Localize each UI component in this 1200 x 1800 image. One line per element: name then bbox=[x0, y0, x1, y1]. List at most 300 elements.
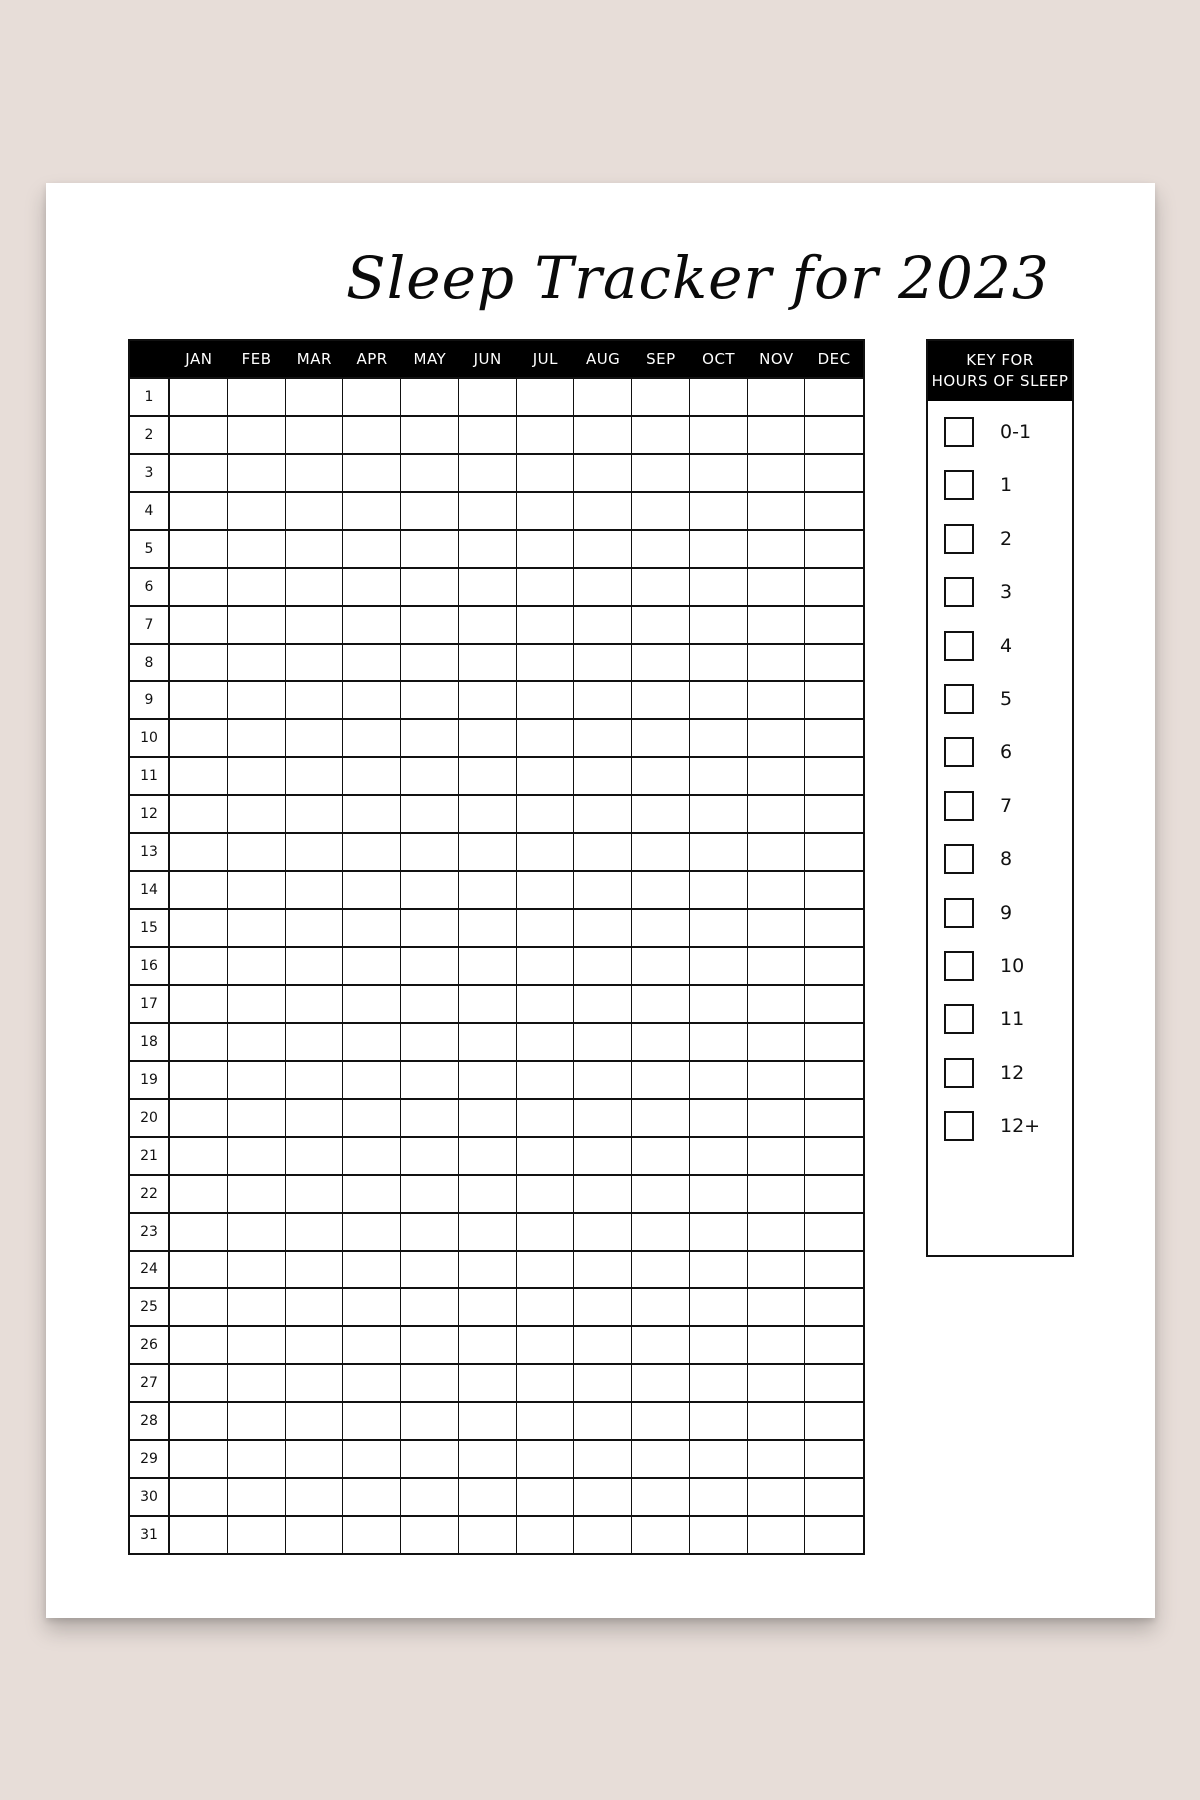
tracker-cell[interactable] bbox=[632, 1477, 690, 1515]
tracker-cell[interactable] bbox=[805, 1325, 863, 1363]
tracker-cell[interactable] bbox=[286, 1401, 344, 1439]
tracker-cell[interactable] bbox=[170, 832, 228, 870]
tracker-cell[interactable] bbox=[170, 415, 228, 453]
tracker-cell[interactable] bbox=[401, 1439, 459, 1477]
tracker-cell[interactable] bbox=[690, 1174, 748, 1212]
tracker-cell[interactable] bbox=[748, 794, 806, 832]
tracker-cell[interactable] bbox=[805, 491, 863, 529]
tracker-cell[interactable] bbox=[517, 1287, 575, 1325]
tracker-cell[interactable] bbox=[228, 1250, 286, 1288]
tracker-cell[interactable] bbox=[401, 1477, 459, 1515]
tracker-cell[interactable] bbox=[286, 491, 344, 529]
tracker-cell[interactable] bbox=[574, 984, 632, 1022]
tracker-cell[interactable] bbox=[805, 1477, 863, 1515]
tracker-cell[interactable] bbox=[805, 415, 863, 453]
tracker-cell[interactable] bbox=[401, 529, 459, 567]
tracker-cell[interactable] bbox=[690, 1022, 748, 1060]
tracker-cell[interactable] bbox=[343, 1098, 401, 1136]
tracker-cell[interactable] bbox=[170, 718, 228, 756]
tracker-cell[interactable] bbox=[632, 908, 690, 946]
tracker-cell[interactable] bbox=[805, 1363, 863, 1401]
tracker-cell[interactable] bbox=[343, 1363, 401, 1401]
tracker-cell[interactable] bbox=[401, 1060, 459, 1098]
tracker-cell[interactable] bbox=[343, 680, 401, 718]
tracker-cell[interactable] bbox=[574, 908, 632, 946]
tracker-cell[interactable] bbox=[517, 605, 575, 643]
key-color-swatch[interactable] bbox=[944, 631, 974, 661]
tracker-cell[interactable] bbox=[632, 718, 690, 756]
tracker-cell[interactable] bbox=[286, 1287, 344, 1325]
tracker-cell[interactable] bbox=[748, 1174, 806, 1212]
tracker-cell[interactable] bbox=[690, 605, 748, 643]
tracker-cell[interactable] bbox=[170, 377, 228, 415]
tracker-cell[interactable] bbox=[286, 1325, 344, 1363]
tracker-cell[interactable] bbox=[805, 946, 863, 984]
tracker-cell[interactable] bbox=[690, 756, 748, 794]
tracker-cell[interactable] bbox=[459, 1098, 517, 1136]
tracker-cell[interactable] bbox=[228, 832, 286, 870]
tracker-cell[interactable] bbox=[459, 605, 517, 643]
tracker-cell[interactable] bbox=[401, 1250, 459, 1288]
tracker-cell[interactable] bbox=[632, 1287, 690, 1325]
tracker-cell[interactable] bbox=[459, 1212, 517, 1250]
tracker-cell[interactable] bbox=[459, 567, 517, 605]
tracker-cell[interactable] bbox=[343, 1325, 401, 1363]
tracker-cell[interactable] bbox=[748, 832, 806, 870]
tracker-cell[interactable] bbox=[286, 870, 344, 908]
tracker-cell[interactable] bbox=[805, 643, 863, 681]
tracker-cell[interactable] bbox=[170, 1250, 228, 1288]
tracker-cell[interactable] bbox=[574, 529, 632, 567]
tracker-cell[interactable] bbox=[517, 832, 575, 870]
tracker-cell[interactable] bbox=[748, 1363, 806, 1401]
tracker-cell[interactable] bbox=[286, 1174, 344, 1212]
tracker-cell[interactable] bbox=[170, 946, 228, 984]
tracker-cell[interactable] bbox=[517, 718, 575, 756]
tracker-cell[interactable] bbox=[228, 605, 286, 643]
tracker-cell[interactable] bbox=[401, 680, 459, 718]
tracker-cell[interactable] bbox=[517, 1515, 575, 1553]
tracker-cell[interactable] bbox=[343, 794, 401, 832]
tracker-cell[interactable] bbox=[459, 377, 517, 415]
tracker-cell[interactable] bbox=[517, 1212, 575, 1250]
tracker-cell[interactable] bbox=[574, 605, 632, 643]
tracker-cell[interactable] bbox=[228, 1174, 286, 1212]
tracker-cell[interactable] bbox=[459, 1363, 517, 1401]
tracker-cell[interactable] bbox=[343, 605, 401, 643]
tracker-cell[interactable] bbox=[401, 1363, 459, 1401]
tracker-cell[interactable] bbox=[632, 643, 690, 681]
tracker-cell[interactable] bbox=[343, 1022, 401, 1060]
tracker-cell[interactable] bbox=[748, 1515, 806, 1553]
tracker-cell[interactable] bbox=[286, 415, 344, 453]
tracker-cell[interactable] bbox=[343, 529, 401, 567]
tracker-cell[interactable] bbox=[748, 1287, 806, 1325]
tracker-cell[interactable] bbox=[286, 794, 344, 832]
tracker-cell[interactable] bbox=[748, 1250, 806, 1288]
tracker-cell[interactable] bbox=[517, 1136, 575, 1174]
tracker-cell[interactable] bbox=[286, 756, 344, 794]
tracker-cell[interactable] bbox=[632, 794, 690, 832]
tracker-cell[interactable] bbox=[748, 1098, 806, 1136]
tracker-cell[interactable] bbox=[170, 680, 228, 718]
tracker-cell[interactable] bbox=[459, 1174, 517, 1212]
tracker-cell[interactable] bbox=[343, 1287, 401, 1325]
tracker-cell[interactable] bbox=[632, 1098, 690, 1136]
tracker-cell[interactable] bbox=[343, 1060, 401, 1098]
tracker-cell[interactable] bbox=[459, 870, 517, 908]
tracker-cell[interactable] bbox=[574, 1136, 632, 1174]
tracker-cell[interactable] bbox=[690, 1136, 748, 1174]
tracker-cell[interactable] bbox=[170, 1174, 228, 1212]
tracker-cell[interactable] bbox=[170, 1477, 228, 1515]
tracker-cell[interactable] bbox=[286, 1363, 344, 1401]
tracker-cell[interactable] bbox=[632, 1250, 690, 1288]
tracker-cell[interactable] bbox=[574, 1174, 632, 1212]
tracker-cell[interactable] bbox=[228, 908, 286, 946]
tracker-cell[interactable] bbox=[401, 453, 459, 491]
tracker-cell[interactable] bbox=[517, 984, 575, 1022]
tracker-cell[interactable] bbox=[574, 377, 632, 415]
tracker-cell[interactable] bbox=[805, 832, 863, 870]
tracker-cell[interactable] bbox=[459, 984, 517, 1022]
tracker-cell[interactable] bbox=[286, 377, 344, 415]
tracker-cell[interactable] bbox=[690, 1212, 748, 1250]
tracker-cell[interactable] bbox=[748, 718, 806, 756]
tracker-cell[interactable] bbox=[517, 529, 575, 567]
tracker-cell[interactable] bbox=[343, 756, 401, 794]
tracker-cell[interactable] bbox=[517, 1098, 575, 1136]
tracker-cell[interactable] bbox=[517, 415, 575, 453]
tracker-cell[interactable] bbox=[805, 1174, 863, 1212]
tracker-cell[interactable] bbox=[459, 908, 517, 946]
key-color-swatch[interactable] bbox=[944, 737, 974, 767]
tracker-cell[interactable] bbox=[343, 870, 401, 908]
tracker-cell[interactable] bbox=[401, 567, 459, 605]
tracker-cell[interactable] bbox=[401, 1515, 459, 1553]
tracker-cell[interactable] bbox=[517, 908, 575, 946]
tracker-cell[interactable] bbox=[805, 605, 863, 643]
tracker-cell[interactable] bbox=[401, 794, 459, 832]
tracker-cell[interactable] bbox=[170, 1439, 228, 1477]
tracker-cell[interactable] bbox=[632, 1212, 690, 1250]
tracker-cell[interactable] bbox=[690, 1098, 748, 1136]
tracker-cell[interactable] bbox=[690, 1363, 748, 1401]
tracker-cell[interactable] bbox=[228, 1098, 286, 1136]
tracker-cell[interactable] bbox=[401, 1098, 459, 1136]
tracker-cell[interactable] bbox=[343, 946, 401, 984]
tracker-cell[interactable] bbox=[228, 377, 286, 415]
tracker-cell[interactable] bbox=[748, 946, 806, 984]
key-color-swatch[interactable] bbox=[944, 951, 974, 981]
tracker-cell[interactable] bbox=[632, 680, 690, 718]
tracker-cell[interactable] bbox=[805, 567, 863, 605]
tracker-cell[interactable] bbox=[170, 908, 228, 946]
tracker-cell[interactable] bbox=[632, 832, 690, 870]
tracker-cell[interactable] bbox=[170, 1060, 228, 1098]
tracker-cell[interactable] bbox=[690, 946, 748, 984]
tracker-cell[interactable] bbox=[286, 680, 344, 718]
tracker-cell[interactable] bbox=[805, 1401, 863, 1439]
tracker-cell[interactable] bbox=[748, 1136, 806, 1174]
tracker-cell[interactable] bbox=[690, 377, 748, 415]
tracker-cell[interactable] bbox=[574, 718, 632, 756]
tracker-cell[interactable] bbox=[170, 1325, 228, 1363]
tracker-cell[interactable] bbox=[228, 453, 286, 491]
tracker-cell[interactable] bbox=[632, 1136, 690, 1174]
tracker-cell[interactable] bbox=[286, 718, 344, 756]
tracker-cell[interactable] bbox=[170, 794, 228, 832]
tracker-cell[interactable] bbox=[401, 908, 459, 946]
tracker-cell[interactable] bbox=[805, 1060, 863, 1098]
tracker-cell[interactable] bbox=[805, 1250, 863, 1288]
tracker-cell[interactable] bbox=[748, 680, 806, 718]
tracker-cell[interactable] bbox=[574, 1098, 632, 1136]
tracker-cell[interactable] bbox=[748, 1439, 806, 1477]
tracker-cell[interactable] bbox=[690, 529, 748, 567]
tracker-cell[interactable] bbox=[401, 1401, 459, 1439]
tracker-cell[interactable] bbox=[690, 1515, 748, 1553]
tracker-cell[interactable] bbox=[228, 1363, 286, 1401]
tracker-cell[interactable] bbox=[632, 1174, 690, 1212]
tracker-cell[interactable] bbox=[228, 1287, 286, 1325]
tracker-cell[interactable] bbox=[228, 1325, 286, 1363]
tracker-cell[interactable] bbox=[748, 491, 806, 529]
key-color-swatch[interactable] bbox=[944, 898, 974, 928]
tracker-cell[interactable] bbox=[228, 1022, 286, 1060]
tracker-cell[interactable] bbox=[286, 1439, 344, 1477]
tracker-cell[interactable] bbox=[690, 984, 748, 1022]
tracker-cell[interactable] bbox=[748, 908, 806, 946]
tracker-cell[interactable] bbox=[748, 870, 806, 908]
tracker-cell[interactable] bbox=[343, 643, 401, 681]
tracker-cell[interactable] bbox=[748, 453, 806, 491]
tracker-cell[interactable] bbox=[286, 567, 344, 605]
key-color-swatch[interactable] bbox=[944, 1111, 974, 1141]
tracker-cell[interactable] bbox=[170, 870, 228, 908]
tracker-cell[interactable] bbox=[690, 832, 748, 870]
key-color-swatch[interactable] bbox=[944, 1058, 974, 1088]
tracker-cell[interactable] bbox=[401, 1325, 459, 1363]
tracker-cell[interactable] bbox=[574, 870, 632, 908]
tracker-cell[interactable] bbox=[343, 1401, 401, 1439]
tracker-cell[interactable] bbox=[228, 643, 286, 681]
tracker-cell[interactable] bbox=[343, 832, 401, 870]
tracker-cell[interactable] bbox=[805, 1515, 863, 1553]
tracker-cell[interactable] bbox=[343, 415, 401, 453]
tracker-cell[interactable] bbox=[286, 1250, 344, 1288]
tracker-cell[interactable] bbox=[805, 1136, 863, 1174]
tracker-cell[interactable] bbox=[228, 1060, 286, 1098]
tracker-cell[interactable] bbox=[228, 984, 286, 1022]
tracker-cell[interactable] bbox=[286, 908, 344, 946]
tracker-cell[interactable] bbox=[805, 1287, 863, 1325]
tracker-cell[interactable] bbox=[459, 415, 517, 453]
tracker-cell[interactable] bbox=[690, 794, 748, 832]
tracker-cell[interactable] bbox=[690, 1060, 748, 1098]
tracker-cell[interactable] bbox=[459, 756, 517, 794]
tracker-cell[interactable] bbox=[632, 1515, 690, 1553]
tracker-cell[interactable] bbox=[401, 832, 459, 870]
tracker-cell[interactable] bbox=[574, 1325, 632, 1363]
tracker-cell[interactable] bbox=[690, 453, 748, 491]
tracker-cell[interactable] bbox=[170, 1022, 228, 1060]
tracker-cell[interactable] bbox=[805, 1439, 863, 1477]
tracker-cell[interactable] bbox=[228, 415, 286, 453]
tracker-cell[interactable] bbox=[401, 643, 459, 681]
tracker-cell[interactable] bbox=[343, 377, 401, 415]
tracker-cell[interactable] bbox=[690, 1401, 748, 1439]
tracker-cell[interactable] bbox=[574, 1022, 632, 1060]
tracker-cell[interactable] bbox=[805, 1212, 863, 1250]
tracker-cell[interactable] bbox=[343, 984, 401, 1022]
tracker-cell[interactable] bbox=[574, 756, 632, 794]
tracker-cell[interactable] bbox=[517, 1439, 575, 1477]
tracker-cell[interactable] bbox=[286, 1060, 344, 1098]
tracker-cell[interactable] bbox=[286, 1515, 344, 1553]
tracker-cell[interactable] bbox=[459, 832, 517, 870]
tracker-cell[interactable] bbox=[748, 529, 806, 567]
tracker-cell[interactable] bbox=[401, 1212, 459, 1250]
tracker-cell[interactable] bbox=[805, 984, 863, 1022]
tracker-cell[interactable] bbox=[228, 1212, 286, 1250]
tracker-cell[interactable] bbox=[228, 1401, 286, 1439]
tracker-cell[interactable] bbox=[690, 908, 748, 946]
tracker-cell[interactable] bbox=[343, 567, 401, 605]
tracker-cell[interactable] bbox=[574, 567, 632, 605]
tracker-cell[interactable] bbox=[574, 832, 632, 870]
tracker-cell[interactable] bbox=[228, 946, 286, 984]
tracker-cell[interactable] bbox=[574, 1401, 632, 1439]
tracker-cell[interactable] bbox=[517, 453, 575, 491]
tracker-cell[interactable] bbox=[632, 377, 690, 415]
tracker-cell[interactable] bbox=[632, 415, 690, 453]
tracker-cell[interactable] bbox=[459, 1060, 517, 1098]
tracker-cell[interactable] bbox=[690, 491, 748, 529]
tracker-cell[interactable] bbox=[286, 832, 344, 870]
tracker-cell[interactable] bbox=[574, 794, 632, 832]
tracker-cell[interactable] bbox=[748, 415, 806, 453]
tracker-cell[interactable] bbox=[286, 984, 344, 1022]
tracker-cell[interactable] bbox=[517, 491, 575, 529]
tracker-cell[interactable] bbox=[805, 1022, 863, 1060]
tracker-cell[interactable] bbox=[690, 1439, 748, 1477]
tracker-cell[interactable] bbox=[632, 1363, 690, 1401]
tracker-cell[interactable] bbox=[170, 529, 228, 567]
tracker-cell[interactable] bbox=[690, 567, 748, 605]
tracker-cell[interactable] bbox=[401, 946, 459, 984]
tracker-cell[interactable] bbox=[574, 643, 632, 681]
tracker-cell[interactable] bbox=[805, 1098, 863, 1136]
key-color-swatch[interactable] bbox=[944, 1004, 974, 1034]
tracker-cell[interactable] bbox=[748, 567, 806, 605]
tracker-cell[interactable] bbox=[343, 908, 401, 946]
tracker-cell[interactable] bbox=[748, 1325, 806, 1363]
tracker-cell[interactable] bbox=[343, 491, 401, 529]
tracker-cell[interactable] bbox=[228, 756, 286, 794]
tracker-cell[interactable] bbox=[228, 567, 286, 605]
tracker-cell[interactable] bbox=[632, 529, 690, 567]
tracker-cell[interactable] bbox=[517, 756, 575, 794]
tracker-cell[interactable] bbox=[228, 1477, 286, 1515]
tracker-cell[interactable] bbox=[228, 718, 286, 756]
tracker-cell[interactable] bbox=[401, 605, 459, 643]
tracker-cell[interactable] bbox=[228, 1136, 286, 1174]
tracker-cell[interactable] bbox=[517, 1477, 575, 1515]
tracker-cell[interactable] bbox=[286, 453, 344, 491]
tracker-cell[interactable] bbox=[401, 870, 459, 908]
tracker-cell[interactable] bbox=[632, 756, 690, 794]
key-color-swatch[interactable] bbox=[944, 684, 974, 714]
tracker-cell[interactable] bbox=[401, 1174, 459, 1212]
tracker-cell[interactable] bbox=[343, 1515, 401, 1553]
tracker-cell[interactable] bbox=[459, 529, 517, 567]
tracker-cell[interactable] bbox=[517, 1174, 575, 1212]
tracker-cell[interactable] bbox=[574, 680, 632, 718]
tracker-cell[interactable] bbox=[748, 984, 806, 1022]
tracker-cell[interactable] bbox=[574, 1477, 632, 1515]
tracker-cell[interactable] bbox=[401, 377, 459, 415]
tracker-cell[interactable] bbox=[459, 1401, 517, 1439]
tracker-cell[interactable] bbox=[748, 1022, 806, 1060]
tracker-cell[interactable] bbox=[632, 491, 690, 529]
tracker-cell[interactable] bbox=[170, 1136, 228, 1174]
tracker-cell[interactable] bbox=[748, 1212, 806, 1250]
key-color-swatch[interactable] bbox=[944, 417, 974, 447]
tracker-cell[interactable] bbox=[574, 1212, 632, 1250]
tracker-cell[interactable] bbox=[343, 1212, 401, 1250]
tracker-cell[interactable] bbox=[343, 1477, 401, 1515]
tracker-cell[interactable] bbox=[401, 756, 459, 794]
tracker-cell[interactable] bbox=[805, 756, 863, 794]
tracker-cell[interactable] bbox=[517, 377, 575, 415]
tracker-cell[interactable] bbox=[459, 794, 517, 832]
tracker-cell[interactable] bbox=[459, 718, 517, 756]
tracker-cell[interactable] bbox=[517, 643, 575, 681]
tracker-cell[interactable] bbox=[170, 453, 228, 491]
tracker-cell[interactable] bbox=[574, 1363, 632, 1401]
tracker-cell[interactable] bbox=[228, 529, 286, 567]
tracker-cell[interactable] bbox=[459, 1477, 517, 1515]
tracker-cell[interactable] bbox=[690, 1477, 748, 1515]
tracker-cell[interactable] bbox=[228, 1515, 286, 1553]
tracker-cell[interactable] bbox=[459, 1136, 517, 1174]
tracker-cell[interactable] bbox=[748, 1060, 806, 1098]
tracker-cell[interactable] bbox=[748, 643, 806, 681]
key-color-swatch[interactable] bbox=[944, 577, 974, 607]
tracker-cell[interactable] bbox=[228, 1439, 286, 1477]
tracker-cell[interactable] bbox=[459, 491, 517, 529]
tracker-cell[interactable] bbox=[574, 946, 632, 984]
tracker-cell[interactable] bbox=[459, 1325, 517, 1363]
tracker-cell[interactable] bbox=[517, 870, 575, 908]
tracker-cell[interactable] bbox=[401, 1287, 459, 1325]
tracker-cell[interactable] bbox=[286, 1098, 344, 1136]
tracker-cell[interactable] bbox=[170, 1363, 228, 1401]
tracker-cell[interactable] bbox=[690, 415, 748, 453]
tracker-cell[interactable] bbox=[228, 870, 286, 908]
tracker-cell[interactable] bbox=[574, 415, 632, 453]
tracker-cell[interactable] bbox=[343, 1136, 401, 1174]
tracker-cell[interactable] bbox=[170, 643, 228, 681]
tracker-cell[interactable] bbox=[805, 718, 863, 756]
tracker-cell[interactable] bbox=[228, 794, 286, 832]
tracker-cell[interactable] bbox=[805, 377, 863, 415]
tracker-cell[interactable] bbox=[170, 1212, 228, 1250]
tracker-cell[interactable] bbox=[632, 870, 690, 908]
tracker-cell[interactable] bbox=[805, 908, 863, 946]
tracker-cell[interactable] bbox=[170, 1287, 228, 1325]
